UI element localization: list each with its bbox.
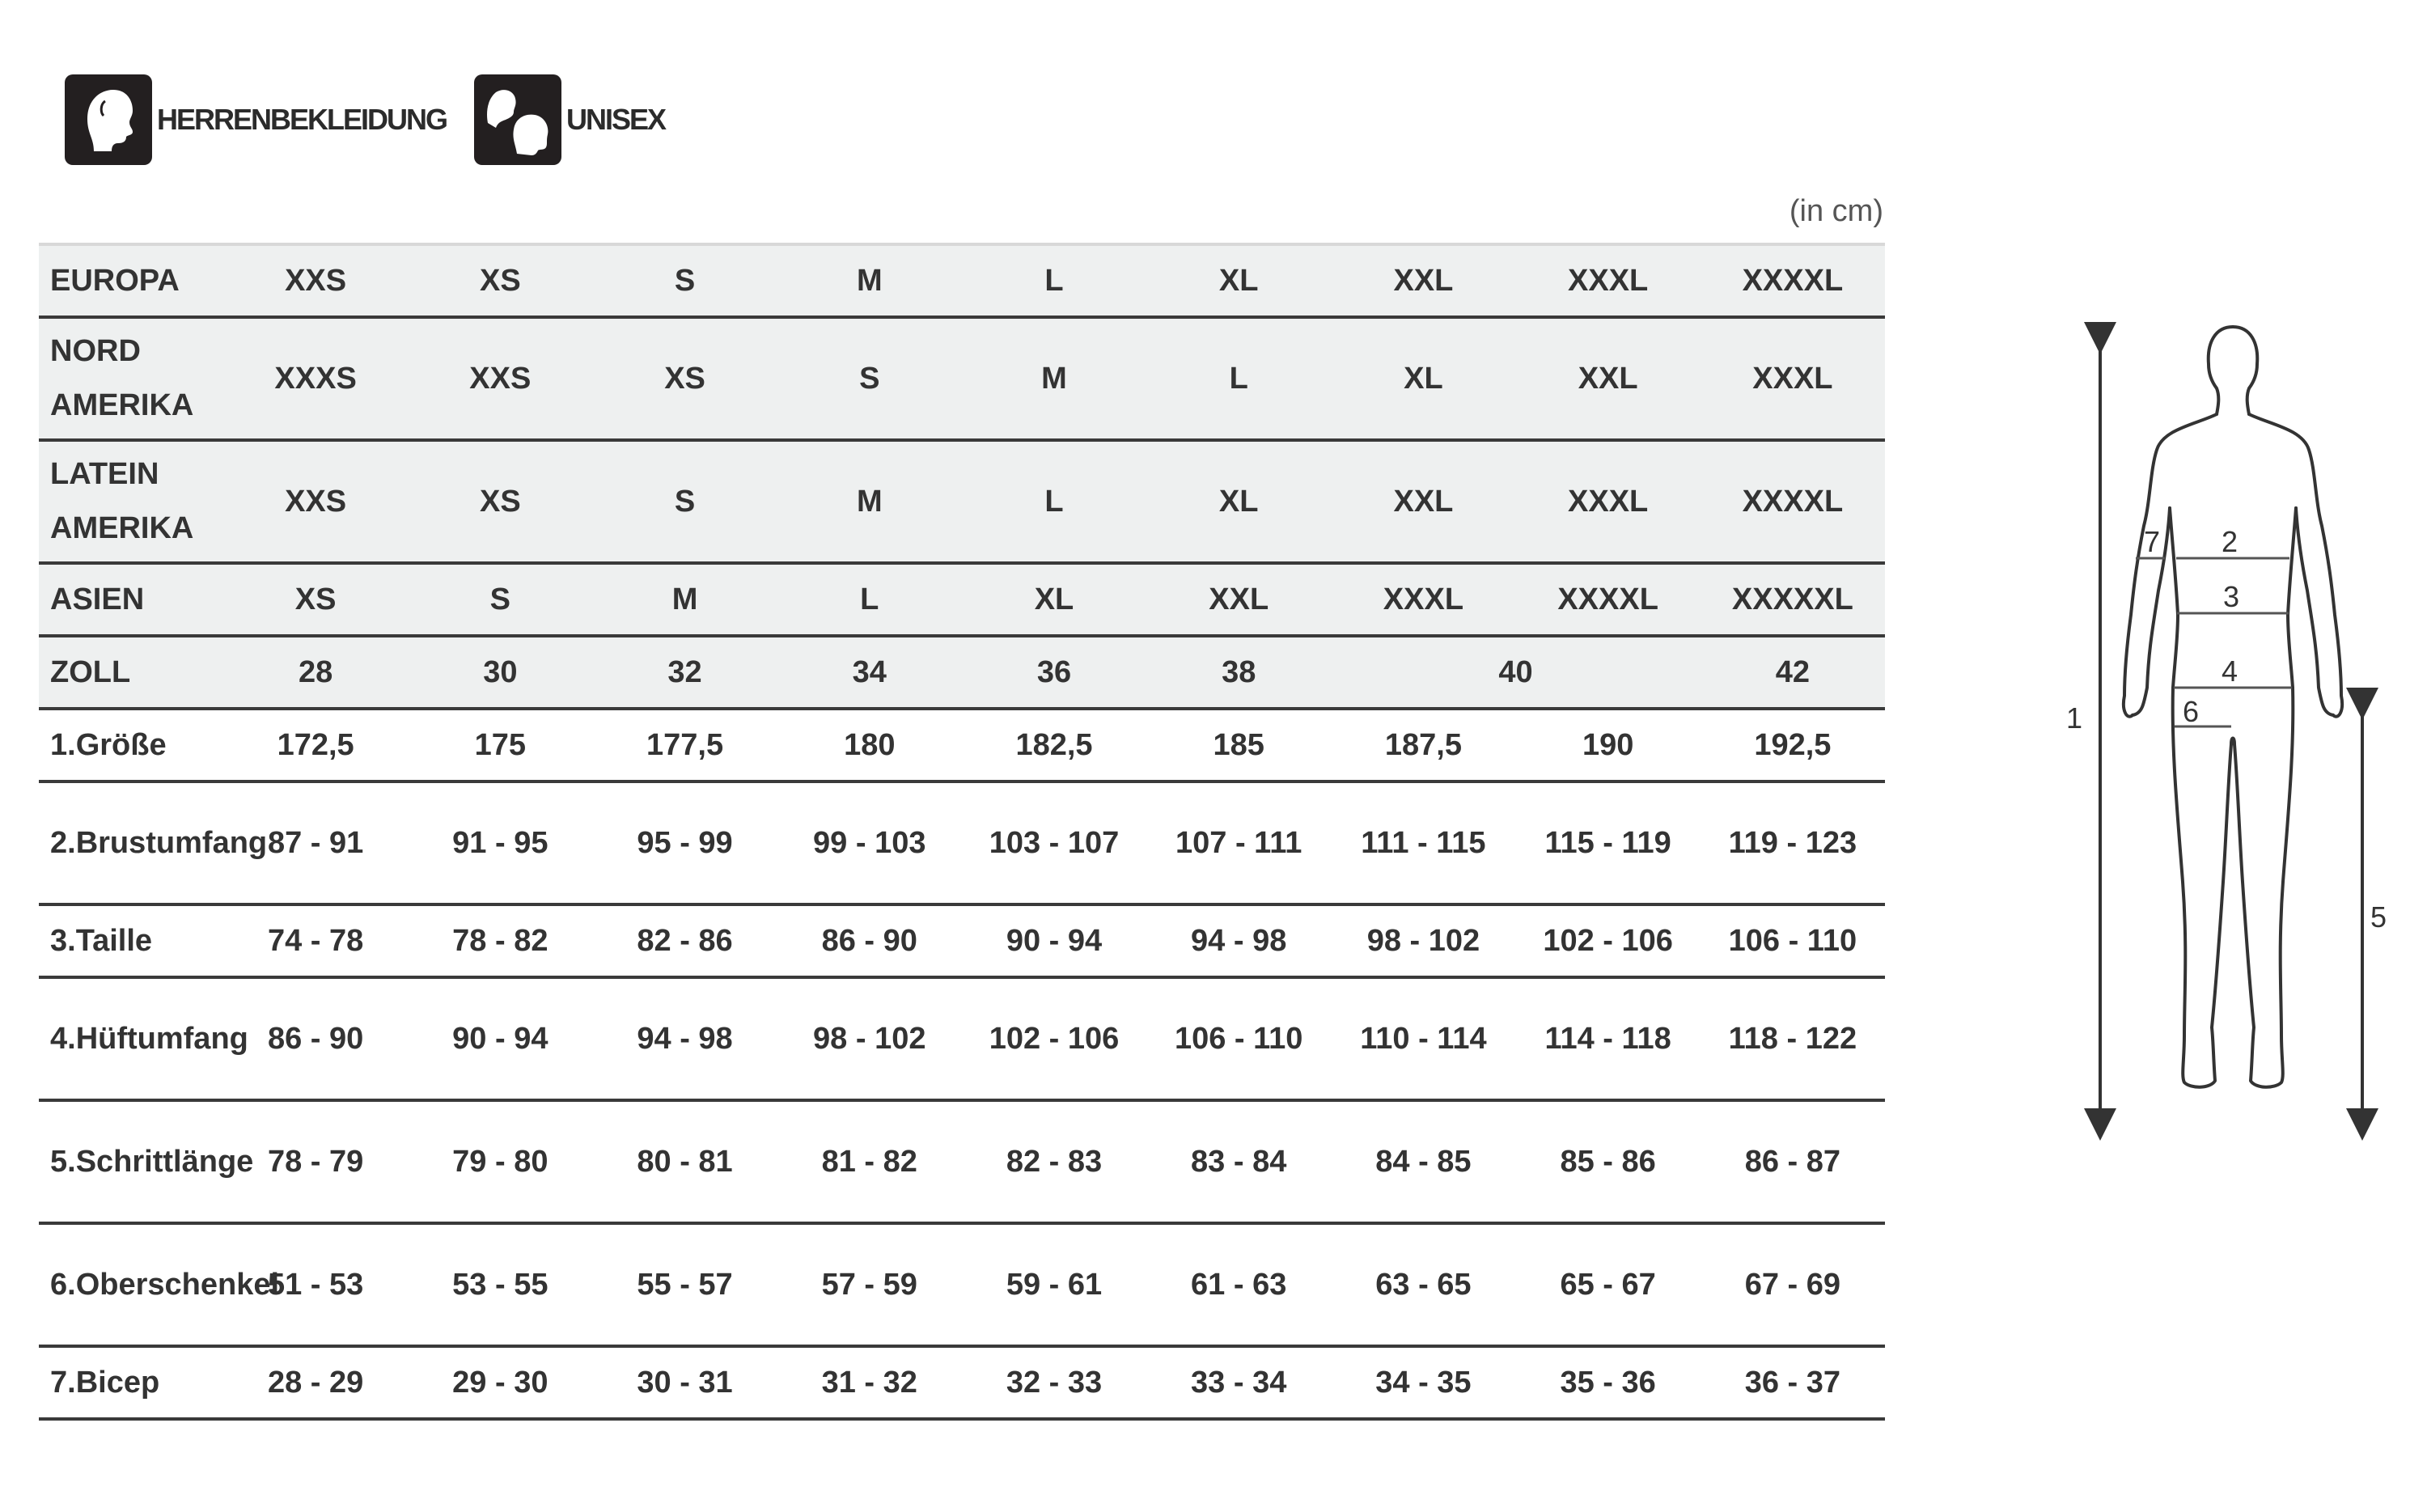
table-cell: 90 - 94 <box>962 904 1146 977</box>
table-cell: 110 - 114 <box>1331 977 1515 1100</box>
table-cell: 185 <box>1146 709 1331 781</box>
table-row <box>39 317 1885 440</box>
table-cell: M <box>962 317 1146 440</box>
table-cell: XL <box>962 563 1146 636</box>
table-cell: S <box>592 244 777 317</box>
table-cell: 35 - 36 <box>1516 1346 1701 1419</box>
table-row <box>39 1100 1885 1223</box>
table-cell: 86 - 90 <box>777 904 962 977</box>
table-cell: XS <box>223 563 408 636</box>
table-cell: 36 <box>962 636 1146 709</box>
row-label: 3.Taille <box>39 904 223 977</box>
table-cell: XS <box>592 317 777 440</box>
unit-note: (in cm) <box>1789 194 1883 228</box>
marker-4: 4 <box>2222 654 2239 688</box>
table-cell: 87 - 91 <box>223 781 408 904</box>
row-label: 7.Bicep <box>39 1346 223 1419</box>
size-chart-table <box>39 243 1885 1421</box>
table-cell: 102 - 106 <box>1516 904 1701 977</box>
table-cell: 79 - 80 <box>408 1100 592 1223</box>
table-cell: 59 - 61 <box>962 1223 1146 1346</box>
table-cell: 29 - 30 <box>408 1346 592 1419</box>
table-cell: 80 - 81 <box>592 1100 777 1223</box>
table-cell: 55 - 57 <box>592 1223 777 1346</box>
table-cell: M <box>777 244 962 317</box>
body-outline <box>2124 327 2342 1087</box>
row-label: ZOLL <box>39 636 223 709</box>
row-label: 6.Oberschenkel <box>39 1223 223 1346</box>
table-cell: 34 <box>777 636 962 709</box>
table-cell: L <box>962 440 1146 563</box>
marker-6: 6 <box>2183 695 2200 728</box>
table-cell: 180 <box>777 709 962 781</box>
male-head-icon <box>65 74 152 165</box>
table-cell: 81 - 82 <box>777 1100 962 1223</box>
table-cell: 61 - 63 <box>1146 1223 1331 1346</box>
table-row <box>39 709 1885 781</box>
table-cell: 187,5 <box>1331 709 1515 781</box>
table-cell: 42 <box>1701 636 1885 709</box>
table-cell: 98 - 102 <box>1331 904 1515 977</box>
table-cell: XXXL <box>1516 440 1701 563</box>
table-cell: XXXXXL <box>1701 563 1885 636</box>
table-cell: XXXXL <box>1701 244 1885 317</box>
table-cell: S <box>592 440 777 563</box>
table-cell: XXXL <box>1331 563 1515 636</box>
table-cell: 30 <box>408 636 592 709</box>
table-cell: 106 - 110 <box>1146 977 1331 1100</box>
table-cell: M <box>592 563 777 636</box>
table-cell: 32 - 33 <box>962 1346 1146 1419</box>
table-cell: 102 - 106 <box>962 977 1146 1100</box>
table-cell: 31 - 32 <box>777 1346 962 1419</box>
table-cell: XXXL <box>1701 317 1885 440</box>
table-cell: 65 - 67 <box>1516 1223 1701 1346</box>
table-cell: XXXS <box>223 317 408 440</box>
marker-5: 5 <box>2370 900 2387 934</box>
table-row <box>39 781 1885 904</box>
table-cell: 175 <box>408 709 592 781</box>
table-cell: 111 - 115 <box>1331 781 1515 904</box>
table-cell: 95 - 99 <box>592 781 777 904</box>
gender-legend <box>65 74 693 165</box>
row-label: 2.Brustumfang <box>39 781 223 904</box>
table-cell: 36 - 37 <box>1701 1346 1885 1419</box>
table-cell: 38 <box>1146 636 1331 709</box>
table-cell: XXXXL <box>1516 563 1701 636</box>
table-cell: 30 - 31 <box>592 1346 777 1419</box>
table-cell: 91 - 95 <box>408 781 592 904</box>
row-label: ASIEN <box>39 563 223 636</box>
table-cell: 82 - 86 <box>592 904 777 977</box>
table-cell: M <box>777 440 962 563</box>
table-cell: 94 - 98 <box>592 977 777 1100</box>
table-cell: XS <box>408 244 592 317</box>
unisex-heads-icon <box>474 74 561 165</box>
table-cell: 106 - 110 <box>1701 904 1885 977</box>
table-cell: XXS <box>408 317 592 440</box>
table-cell: XS <box>408 440 592 563</box>
table-cell: 57 - 59 <box>777 1223 962 1346</box>
row-label: LATEIN AMERIKA <box>39 440 223 563</box>
table-cell: 177,5 <box>592 709 777 781</box>
table-cell: 86 - 87 <box>1701 1100 1885 1223</box>
row-label: 1.Größe <box>39 709 223 781</box>
table-cell: 85 - 86 <box>1516 1100 1701 1223</box>
table-cell: 192,5 <box>1701 709 1885 781</box>
table-cell: XXXXL <box>1701 440 1885 563</box>
table-cell: XXL <box>1331 244 1515 317</box>
table-row <box>39 977 1885 1100</box>
table-row <box>39 1346 1885 1419</box>
table-cell: L <box>962 244 1146 317</box>
row-label: 5.Schrittlänge <box>39 1100 223 1223</box>
table-cell: 99 - 103 <box>777 781 962 904</box>
table-cell: XXL <box>1516 317 1701 440</box>
table-cell: XXS <box>223 440 408 563</box>
table-row <box>39 563 1885 636</box>
marker-2: 2 <box>2222 525 2239 558</box>
row-label: EUROPA <box>39 244 223 317</box>
table-cell: XXS <box>223 244 408 317</box>
table-cell: XL <box>1146 440 1331 563</box>
table-cell: 107 - 111 <box>1146 781 1331 904</box>
table-cell: 32 <box>592 636 777 709</box>
body-measurement-figure <box>2023 316 2395 1141</box>
legend-label-herrenbekleidung: HERRENBEKLEIDUNG <box>157 103 447 136</box>
table-cell: 51 - 53 <box>223 1223 408 1346</box>
marker-3: 3 <box>2223 580 2240 613</box>
height-arrows <box>2100 338 2362 1124</box>
table-cell: 28 <box>223 636 408 709</box>
table-cell: 84 - 85 <box>1331 1100 1515 1223</box>
table-cell: 53 - 55 <box>408 1223 592 1346</box>
table-row <box>39 244 1885 317</box>
marker-1: 1 <box>2066 701 2083 735</box>
table-cell: 34 - 35 <box>1331 1346 1515 1419</box>
table-cell: 82 - 83 <box>962 1100 1146 1223</box>
table-cell: 33 - 34 <box>1146 1346 1331 1419</box>
legend-label-unisex: UNISEX <box>566 103 666 136</box>
table-row <box>39 1223 1885 1346</box>
marker-7: 7 <box>2144 525 2161 558</box>
table-cell: 67 - 69 <box>1701 1223 1885 1346</box>
table-row <box>39 904 1885 977</box>
table-cell: XXXL <box>1516 244 1701 317</box>
table-cell: 115 - 119 <box>1516 781 1701 904</box>
table-row <box>39 440 1885 563</box>
table-cell: 190 <box>1516 709 1701 781</box>
table-cell: 78 - 82 <box>408 904 592 977</box>
table-cell: XL <box>1146 244 1331 317</box>
table-cell: S <box>408 563 592 636</box>
table-cell: 74 - 78 <box>223 904 408 977</box>
table-cell: 172,5 <box>223 709 408 781</box>
row-label: 4.Hüftumfang <box>39 977 223 1100</box>
table-cell: 83 - 84 <box>1146 1100 1331 1223</box>
table-cell: 86 - 90 <box>223 977 408 1100</box>
body-silhouette-diagram <box>2023 316 2395 1141</box>
table-cell: L <box>1146 317 1331 440</box>
measurement-markers <box>2066 525 2387 934</box>
table-cell: 63 - 65 <box>1331 1223 1515 1346</box>
table-cell: L <box>777 563 962 636</box>
table-cell: 90 - 94 <box>408 977 592 1100</box>
table-cell: 94 - 98 <box>1146 904 1331 977</box>
table-cell: 119 - 123 <box>1701 781 1885 904</box>
table-cell: 78 - 79 <box>223 1100 408 1223</box>
table-cell: 114 - 118 <box>1516 977 1701 1100</box>
table-cell: 182,5 <box>962 709 1146 781</box>
table-cell: 118 - 122 <box>1701 977 1885 1100</box>
table-row <box>39 636 1885 709</box>
table-cell: 98 - 102 <box>777 977 962 1100</box>
table-cell: XL <box>1331 317 1515 440</box>
table-cell: 103 - 107 <box>962 781 1146 904</box>
table-cell: 40 <box>1331 636 1700 709</box>
table-cell: XXL <box>1331 440 1515 563</box>
table-cell: S <box>777 317 962 440</box>
table-cell: XXL <box>1146 563 1331 636</box>
row-label: NORD AMERIKA <box>39 317 223 440</box>
table-cell: 28 - 29 <box>223 1346 408 1419</box>
